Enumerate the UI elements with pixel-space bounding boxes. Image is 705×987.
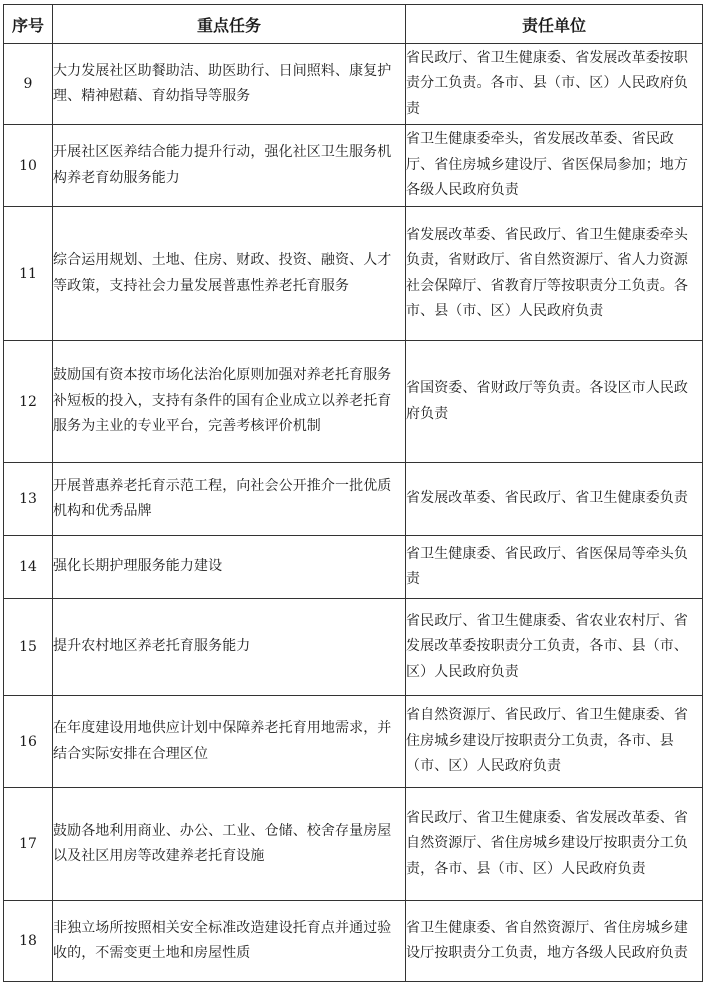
header-unit: 责任单位	[406, 5, 703, 44]
table-row	[4, 696, 703, 788]
unit-text: 省卫生健康委、省民政厅、省医保局等牵头负责	[406, 545, 688, 587]
row-number: 18	[4, 901, 53, 982]
task-cell	[53, 125, 406, 207]
row-number: 12	[4, 341, 53, 463]
task-cell	[53, 207, 406, 341]
unit-text: 省民政厅、省卫生健康委、省发展改革委按职责分工负责。各市、县（市、区）人民政府负责	[406, 49, 688, 117]
unit-text: 省民政厅、省卫生健康委、省发展改革委、省自然资源厅、省住房城乡建设厅按职责分工负责，各市、县（市、区）人民政府负责	[406, 809, 688, 877]
task-cell	[53, 463, 406, 536]
header-task: 重点任务	[53, 5, 406, 44]
unit-cell	[406, 125, 703, 207]
row-number: 10	[4, 125, 53, 207]
task-table	[3, 4, 703, 982]
row-number: 15	[4, 599, 53, 696]
row-number: 16	[4, 696, 53, 788]
unit-cell	[406, 696, 703, 788]
unit-text: 省卫生健康委、省自然资源厅、省住房城乡建设厅按职责分工负责，地方各级人民政府负责	[406, 919, 688, 961]
table-row	[4, 341, 703, 463]
unit-cell	[406, 207, 703, 341]
task-cell	[53, 341, 406, 463]
row-number: 14	[4, 536, 53, 599]
unit-cell	[406, 599, 703, 696]
unit-text: 省发展改革委、省民政厅、省卫生健康委负责	[406, 490, 688, 507]
task-cell	[53, 901, 406, 982]
row-number: 9	[4, 44, 53, 125]
task-text: 开展普惠养老托育示范工程，向社会公开推介一批优质机构和优秀品牌	[53, 477, 392, 519]
task-text: 提升农村地区养老托育服务能力	[53, 638, 251, 655]
task-text: 鼓励各地利用商业、办公、工业、仓储、校舍存量房屋以及社区用房等改建养老托育设施	[53, 822, 392, 864]
unit-cell	[406, 788, 703, 901]
table-row	[4, 901, 703, 982]
table-row	[4, 463, 703, 536]
table-row	[4, 599, 703, 696]
row-number: 17	[4, 788, 53, 901]
table-row	[4, 536, 703, 599]
task-text: 鼓励国有资本按市场化法治化原则加强对养老托育服务补短板的投入，支持有条件的国有企业成立以养老托育服务为主业的专业平台，完善考核评价机制	[53, 367, 392, 435]
table-row	[4, 207, 703, 341]
task-cell	[53, 536, 406, 599]
table-row	[4, 788, 703, 901]
table-header-row	[4, 5, 703, 44]
unit-cell	[406, 341, 703, 463]
task-text: 综合运用规划、土地、住房、财政、投资、融资、人才等政策，支持社会力量发展普惠性养老托育服务	[53, 252, 392, 294]
unit-cell	[406, 44, 703, 125]
unit-text: 省自然资源厅、省民政厅、省卫生健康委、省住房城乡建设厅按职责分工负责，各市、县（市、区）人民政府负责	[406, 707, 688, 775]
unit-text: 省国资委、省财政厅等负责。各设区市人民政府负责	[406, 380, 688, 422]
unit-cell	[406, 536, 703, 599]
unit-text: 省卫生健康委牵头，省发展改革委、省民政厅、省住房城乡建设厅、省医保局参加；地方各级人民政府负责	[406, 131, 688, 199]
task-cell	[53, 696, 406, 788]
table-row	[4, 125, 703, 207]
unit-text: 省发展改革委、省民政厅、省卫生健康委牵头负责，省财政厅、省自然资源厅、省人力资源社会保障厅、省教育厅等按职责分工负责。各市、县（市、区）人民政府负责	[406, 226, 688, 319]
row-number: 13	[4, 463, 53, 536]
unit-cell	[406, 463, 703, 536]
task-cell	[53, 788, 406, 901]
row-number: 11	[4, 207, 53, 341]
task-text: 大力发展社区助餐助洁、助医助行、日间照料、康复护理、精神慰藉、育幼指导等服务	[53, 62, 392, 104]
table-row	[4, 44, 703, 125]
header-seq: 序号	[4, 5, 53, 44]
task-cell	[53, 599, 406, 696]
task-text: 在年度建设用地供应计划中保障养老托育用地需求，并结合实际安排在合理区位	[53, 720, 392, 762]
task-cell	[53, 44, 406, 125]
unit-cell	[406, 901, 703, 982]
task-text: 非独立场所按照相关安全标准改造建设托育点并通过验收的，不需变更土地和房屋性质	[53, 919, 392, 961]
task-text: 开展社区医养结合能力提升行动，强化社区卫生服务机构养老育幼服务能力	[53, 144, 392, 186]
unit-text: 省民政厅、省卫生健康委、省农业农村厅、省发展改革委按职责分工负责，各市、县（市、区）人民政府负责	[406, 612, 688, 680]
task-text: 强化长期护理服务能力建设	[53, 558, 223, 575]
